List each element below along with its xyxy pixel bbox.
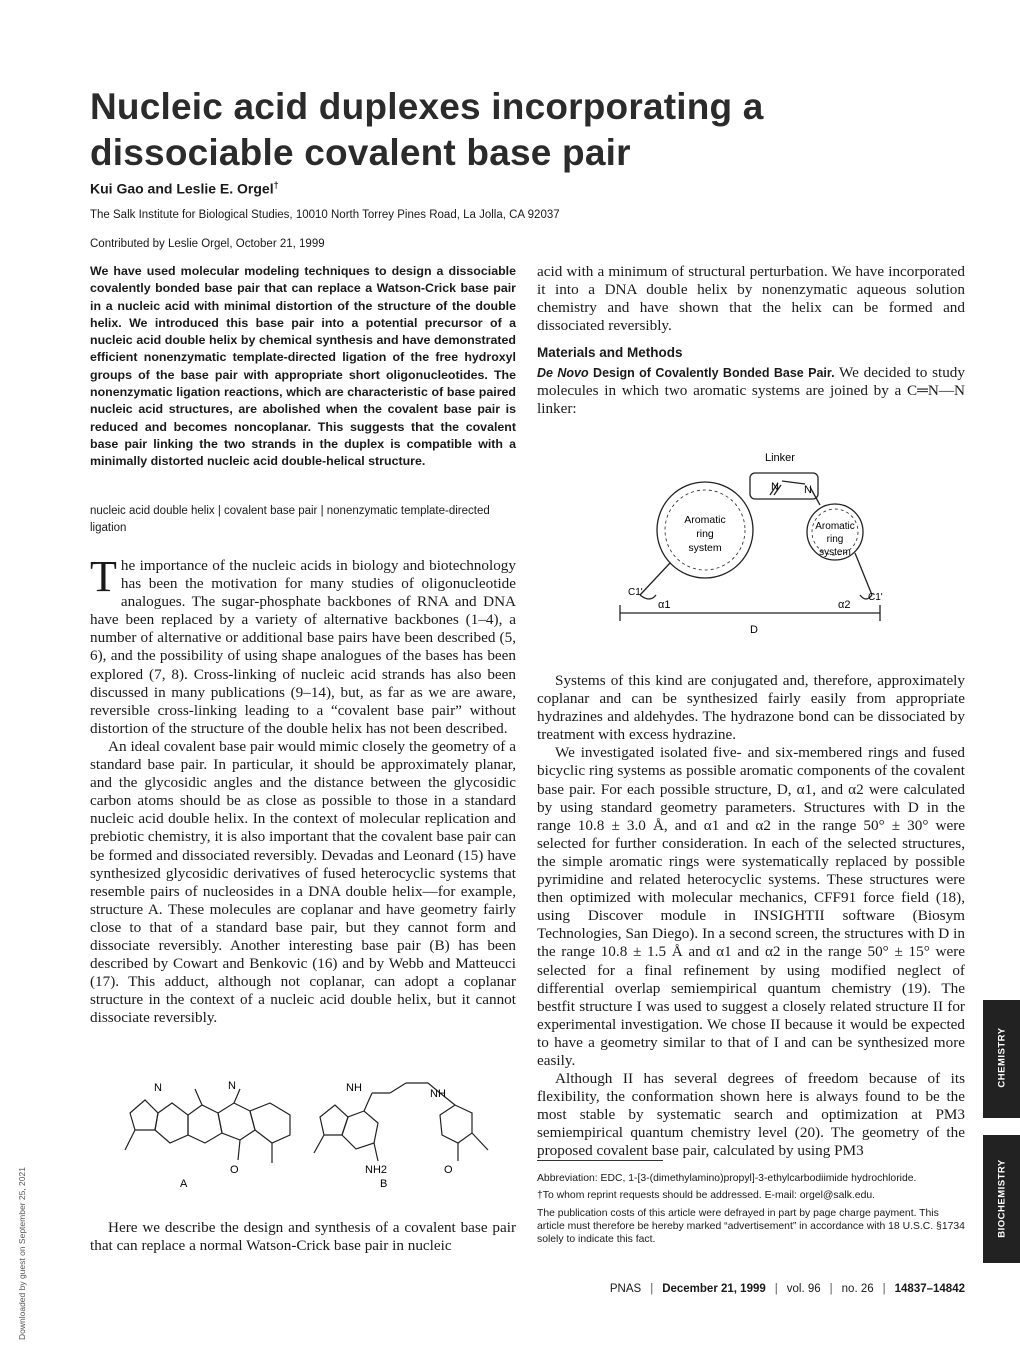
- biochemistry-tab-label: BIOCHEMISTRY: [996, 1159, 1008, 1238]
- contributed-line: Contributed by Leslie Orgel, October 21, 1999: [90, 238, 325, 250]
- intro-p3-text: Here we describe the design and synthesis of a covalent base pair that can replace a normal Watson-Crick base pair in nucleic: [90, 1219, 516, 1255]
- footer-volume: vol. 96: [786, 1283, 821, 1295]
- footer-issue: no. 26: [841, 1283, 874, 1295]
- struct-a-ring-5: [250, 1103, 290, 1143]
- struct-a-ring-4: [218, 1103, 255, 1140]
- intro-paragraph-2: An ideal covalent base pair would mimic closely the geometry of a standard base pair. In particular, it should be approximately planar, and the glycosidic angles and the distance between the glycosidic carbon atoms should be as close as possible to those in a standard nucleic acid double helix. In the context of molecular replication and prebiotic chemistry, it is also important that the covalent base pair can be formed and dissociated reversibly. Devadas and Leonard (15) have synthesized glycosidic derivatives of fused heterocyclic systems that resemble pairs of nucleosides in a DNA double helix—for example, structure A. These molecules are coplanar and have geometry fairly close to that of a standard base pair, but they cannot form and dissociate reversibly. Another interesting base pair (B) has been described by Cowart and Benkovic (16) and by Webb and Matteucci (17). This adduct, although not coplanar, can adopt a coplanar structure in the context of a nucleic acid double helix, but it cannot dissociate reversibly.: [90, 737, 516, 1027]
- intro-paragraph-3: [90, 1219, 516, 1255]
- authors: [90, 180, 279, 197]
- struct-b-nh-1: NH: [346, 1082, 362, 1094]
- struct-b-ring-3: [440, 1105, 472, 1143]
- subheading-rest: Design of Covalently Bonded Base Pair.: [588, 366, 835, 380]
- struct-a-ring-2: [155, 1103, 188, 1143]
- right-ring-label-2: ring: [826, 534, 844, 545]
- alpha2-label: α2: [838, 599, 851, 611]
- struct-a-o: O: [230, 1164, 239, 1176]
- right-ring-label-3: system: [819, 547, 851, 558]
- footnotes: [537, 1172, 965, 1250]
- download-note: [14, 1167, 27, 1340]
- linker-n-1: N: [771, 481, 779, 493]
- biochemistry-tab: [983, 1135, 1020, 1263]
- intro-paragraph-1: [90, 552, 516, 738]
- d-label: D: [750, 624, 758, 636]
- footnote-costs: The publication costs of this article were defrayed in part by page charge payment. This article must therefore be hereby marked “advertisement” in accordance with 18 U.S.C. §1734 solely to indicate this fact.: [537, 1207, 965, 1246]
- methods-body: [537, 364, 965, 418]
- footnote-reprint: †To whom reprint requests should be addressed. E-mail: orgel@salk.edu.: [537, 1190, 876, 1202]
- right-paragraph-1: Systems of this kind are conjugated and, therefore, approximately coplanar and can be synthesized fairly easily from appropriate hydrazines and aldehydes. The hydrazone bond can be dissociated by treatment with excess hydrazine.: [537, 672, 965, 744]
- footnote-abbreviation: Abbreviation: EDC, 1-[3-(dimethylamino)propyl]-3-ethylcarbodiimide hydrochloride.: [537, 1173, 917, 1184]
- intro-p1-text: he importance of the nucleic acids in biology and biotechnology has been the motivation for many studies of oligonucleotide analogues. The sugar-phosphate backbones of RNA and DNA have been replaced by a variety of alternative backbones (1–4), a number of alternative or additional base pairs have been described (5, 6), and the possibility of using shape analogues of the bases has been explored (7, 8). Cross-linking of nucleic acid strands has also been discussed in many publications (9–14), but, as far as we are aware, reversible cross-linking leading to a “covalent base pair” without distortion of the structure of the double helix has not been described.: [90, 557, 516, 737]
- methods-text: We decided to study molecules in which two aromatic systems are joined by a C═N—N linker:: [537, 364, 965, 418]
- left-ring-label-3: system: [688, 542, 722, 554]
- struct-a-n-2: N: [228, 1080, 236, 1092]
- article-title: Nucleic acid duplexes incorporating a dissociable covalent base pair: [90, 86, 764, 173]
- download-note-text: Downloaded by guest on September 25, 2021: [17, 1167, 27, 1340]
- right-column-main: [537, 672, 965, 1161]
- left-ring-label-2: ring: [696, 528, 714, 540]
- struct-b-nh-2: NH: [430, 1088, 446, 1100]
- intro-text: [90, 552, 516, 1027]
- struct-b-o: O: [444, 1164, 453, 1176]
- right-paragraph-2: We investigated isolated five- and six-membered rings and fused bicyclic ring systems as possible aromatic components of the covalent base pair. For each possible structure, D, α1, and α2 were calculated by using standard geometry parameters. Structures with D in the range 10.8 ± 3.0 Å, and α1 and α2 in the range 50° ± 30° were selected for further consideration. In each of the selected structures, the simple aromatic rings were systematically replaced by possible pyrimidine and related heterocyclic systems. These structures were then optimized with molecular mechanics, CFF91 force field (18), using Discover module in INSIGHTII software (Biosym Technologies, San Diego). In a second screen, the structures with D in the range 10.8 ± 1.5 Å and α1 and α2 in the range 50° ± 15° were selected for a final refinement by using modified neglect of differential overlap semiempirical quantum chemistry (19). The bestfit structure I was used to suggest a closely related structure II for experimental investigation. We chose II because it would be expected to have a geometry similar to that of I and can be synthesized more easily.: [537, 744, 965, 1069]
- page-footer: PNAS | December 21, 1999 | vol. 96 | no. 26 | 14837–14842: [609, 1283, 965, 1295]
- right-ring-label-1: Aromatic: [815, 521, 855, 532]
- struct-a-n-1: N: [154, 1082, 162, 1094]
- affiliation: The Salk Institute for Biological Studies, 10010 North Torrey Pines Road, La Jolla, CA 92037: [90, 209, 560, 221]
- c1-right-label: C1': [868, 592, 883, 603]
- author-mark: †: [273, 180, 279, 190]
- right-column-top: acid with a minimum of structural perturbation. We have incorporated it into a DNA double helix by nonenzymatic aqueous solution chemistry and have shown that the helix can be formed and dissociated reversibly.: [537, 263, 965, 335]
- c1-left-label: C1': [628, 587, 643, 598]
- struct-b-nh2: NH2: [365, 1164, 388, 1176]
- structures-figure: [110, 1075, 520, 1190]
- footer-journal: PNAS: [609, 1283, 642, 1295]
- drop-cap: T: [90, 552, 117, 601]
- footnote-rule: [537, 1160, 663, 1161]
- struct-a-label: A: [180, 1178, 188, 1190]
- author-names: Kui Gao and Leslie E. Orgel: [90, 180, 274, 197]
- footer-date: December 21, 1999: [662, 1283, 766, 1295]
- linker-diagram: [610, 445, 900, 645]
- left-ring-label-1: Aromatic: [684, 514, 726, 526]
- chemistry-tab: [983, 1000, 1020, 1118]
- struct-a-ring-1: [130, 1100, 158, 1130]
- methods-subheading: [537, 366, 835, 380]
- methods-heading: Materials and Methods: [537, 345, 683, 360]
- abstract: We have used molecular modeling techniques to design a dissociable covalently bonded base pair that can replace a Watson-Crick base pair in a nucleic acid with minimal distortion of the structure of the double helix. We introduced this base pair into a potential precursor of a nucleic acid double helix by chemical synthesis and have demonstrated efficient nonenzymatic template-directed ligation of the free hydroxyl groups of the base pair with appropriate short oligonucleotides. The nonenzymatic ligation reactions, which are characteristic of base paired nucleic acid structures, are abolished when the covalent base pair is reduced and becomes noncoplanar. This suggests that the covalent base pair linking the two strands in the duplex is compatible with a minimally distorted nucleic acid double-helical structure.: [90, 264, 516, 469]
- keywords: nucleic acid double helix | covalent base pair | nonenzymatic template-directed ligation: [90, 505, 490, 534]
- alpha1-label: α1: [658, 599, 671, 611]
- linker-label: Linker: [765, 452, 795, 464]
- footer-pages: 14837–14842: [894, 1283, 965, 1295]
- struct-a-ring-3: [188, 1105, 222, 1143]
- subheading-italic: De Novo: [537, 366, 589, 380]
- linker-n-2: N: [804, 484, 812, 496]
- struct-b-label: B: [380, 1178, 388, 1190]
- right-paragraph-3: Although II has several degrees of freedom because of its flexibility, the conformation shown here is always found to be the most stable by systematic search and optimization at PM3 semiempirical quantum chemistry level (20). The geometry of the proposed covalent base pair, calculated by using PM3: [537, 1070, 965, 1160]
- chemistry-tab-label: CHEMISTRY: [996, 1027, 1008, 1088]
